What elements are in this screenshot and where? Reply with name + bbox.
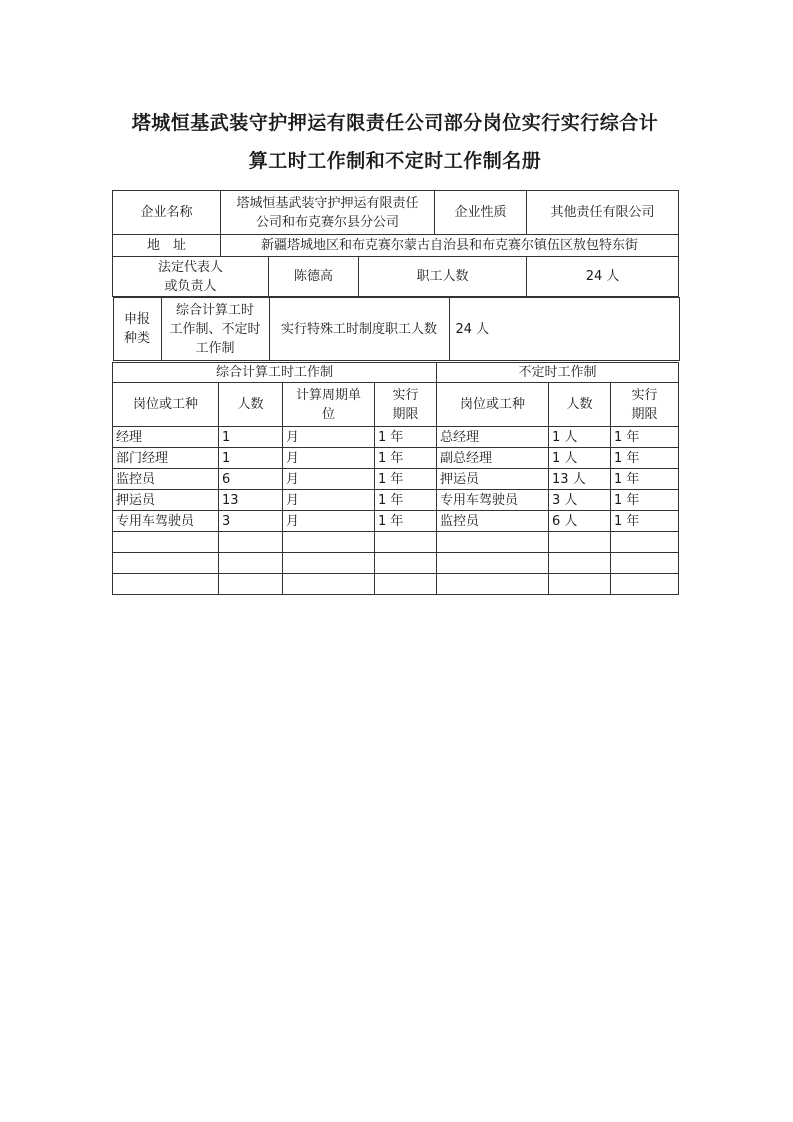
flexible-period-cell (611, 574, 679, 595)
enterprise-nature-label: 企业性质 (435, 191, 527, 235)
flexible-hours-section-title: 不定时工作制 (437, 363, 679, 383)
flexible-period-cell: 1 年 (611, 490, 679, 511)
header-count: 人数 (219, 383, 283, 427)
count-cell (219, 553, 283, 574)
legal-rep-label (113, 257, 269, 297)
post-cell (113, 532, 219, 553)
flexible-count-cell: 1 人 (549, 427, 611, 448)
header-post: 岗位或工种 (113, 383, 219, 427)
cycle-cell (283, 553, 375, 574)
employee-count-label: 职工人数 (359, 257, 527, 297)
legal-rep-value: 陈德高 (269, 257, 359, 297)
company-name-value (221, 191, 435, 235)
cycle-cell: 月 (283, 469, 375, 490)
comprehensive-hours-section-title: 综合计算工时工作制 (113, 363, 437, 383)
apply-type-line2: 工作制、不定时 (169, 321, 261, 337)
company-info-table (112, 190, 679, 361)
employee-count-value: 24 人 (527, 257, 679, 297)
flexible-count-cell (549, 553, 611, 574)
count-cell (219, 532, 283, 553)
period-cell (375, 553, 437, 574)
column-header-row (113, 383, 679, 427)
header-post-flexible: 岗位或工种 (437, 383, 549, 427)
post-cell: 部门经理 (113, 448, 219, 469)
table-row (113, 574, 679, 595)
apply-type-row (113, 297, 679, 362)
flexible-post-cell (437, 532, 549, 553)
flexible-count-cell (549, 574, 611, 595)
count-cell: 6 (219, 469, 283, 490)
period-cell (375, 532, 437, 553)
apply-type-line1: 综合计算工时 (175, 302, 254, 318)
enterprise-nature-value: 其他责任有限公司 (527, 191, 679, 235)
address-value: 新疆塔城地区和布克赛尔蒙古自治县和布克赛尔镇伍区敖包特东街 (221, 235, 679, 257)
cycle-cell (283, 574, 375, 595)
header-period (375, 383, 437, 427)
flexible-period-cell: 1 年 (611, 427, 679, 448)
post-cell: 监控员 (113, 469, 219, 490)
table-row (113, 448, 679, 469)
table-row (113, 553, 679, 574)
flexible-count-cell: 6 人 (549, 511, 611, 532)
table-row (113, 532, 679, 553)
apply-type-cell (113, 297, 679, 362)
flexible-post-cell (437, 574, 549, 595)
period-cell (375, 574, 437, 595)
header-period-flexible-line2: 期限 (631, 406, 658, 422)
header-cycle (283, 383, 375, 427)
flexible-post-cell: 专用车驾驶员 (437, 490, 549, 511)
cycle-cell: 月 (283, 490, 375, 511)
count-cell: 13 (219, 490, 283, 511)
flexible-post-cell: 押运员 (437, 469, 549, 490)
legal-rep-label-line2: 或负责人 (164, 278, 217, 294)
table-row (113, 469, 679, 490)
company-name-row (113, 191, 679, 235)
apply-label (113, 298, 161, 361)
special-hours-value: 24 人 (449, 298, 679, 361)
period-cell: 1 年 (375, 427, 437, 448)
count-cell (219, 574, 283, 595)
header-period-line2: 期限 (392, 406, 419, 422)
document-title-line1: 塔城恒基武装守护押运有限责任公司部分岗位实行实行综合计 (131, 112, 659, 134)
header-cycle-line1: 计算周期单 (295, 387, 361, 403)
legal-rep-label-line1: 法定代表人 (157, 259, 223, 275)
period-cell: 1 年 (375, 511, 437, 532)
period-cell: 1 年 (375, 469, 437, 490)
post-cell (113, 574, 219, 595)
roster-body (113, 427, 679, 595)
count-cell: 3 (219, 511, 283, 532)
cycle-cell: 月 (283, 427, 375, 448)
apply-label-line2: 种类 (123, 331, 150, 346)
flexible-count-cell (549, 532, 611, 553)
post-cell: 专用车驾驶员 (113, 511, 219, 532)
flexible-period-cell: 1 年 (611, 511, 679, 532)
header-count-flexible: 人数 (549, 383, 611, 427)
header-cycle-line2: 位 (321, 406, 335, 422)
apply-label-line1: 申报 (123, 312, 150, 327)
company-name-line2: 公司和布克赛尔县分公司 (256, 214, 400, 230)
document-title-line2: 算工时工作制和不定时工作制名册 (248, 150, 542, 172)
legal-rep-row (113, 257, 679, 297)
period-cell: 1 年 (375, 490, 437, 511)
post-cell: 经理 (113, 427, 219, 448)
header-period-flexible (611, 383, 679, 427)
address-row (113, 235, 679, 257)
flexible-period-cell: 1 年 (611, 469, 679, 490)
table-row (113, 427, 679, 448)
flexible-count-cell: 3 人 (549, 490, 611, 511)
period-cell: 1 年 (375, 448, 437, 469)
table-row (113, 511, 679, 532)
flexible-period-cell (611, 553, 679, 574)
count-cell: 1 (219, 427, 283, 448)
flexible-post-cell (437, 553, 549, 574)
header-period-flexible-line1: 实行 (631, 387, 658, 403)
cycle-cell: 月 (283, 511, 375, 532)
roster-table (112, 362, 679, 595)
apply-type-value (161, 298, 269, 361)
flexible-period-cell (611, 532, 679, 553)
header-period-line1: 实行 (392, 387, 419, 403)
count-cell: 1 (219, 448, 283, 469)
flexible-post-cell: 副总经理 (437, 448, 549, 469)
company-name-label: 企业名称 (113, 191, 221, 235)
flexible-period-cell: 1 年 (611, 448, 679, 469)
apply-type-inner (113, 297, 680, 361)
address-label: 地 址 (113, 235, 221, 257)
special-hours-label: 实行特殊工时制度职工人数 (269, 298, 449, 361)
post-cell: 押运员 (113, 490, 219, 511)
company-name-line1: 塔城恒基武装守护押运有限责任 (236, 195, 419, 211)
flexible-count-cell: 1 人 (549, 448, 611, 469)
apply-type-line3: 工作制 (195, 340, 235, 356)
flexible-post-cell: 总经理 (437, 427, 549, 448)
flexible-post-cell: 监控员 (437, 511, 549, 532)
flexible-count-cell: 13 人 (549, 469, 611, 490)
post-cell (113, 553, 219, 574)
cycle-cell (283, 532, 375, 553)
cycle-cell: 月 (283, 448, 375, 469)
table-row (113, 490, 679, 511)
section-header-row (113, 363, 679, 383)
